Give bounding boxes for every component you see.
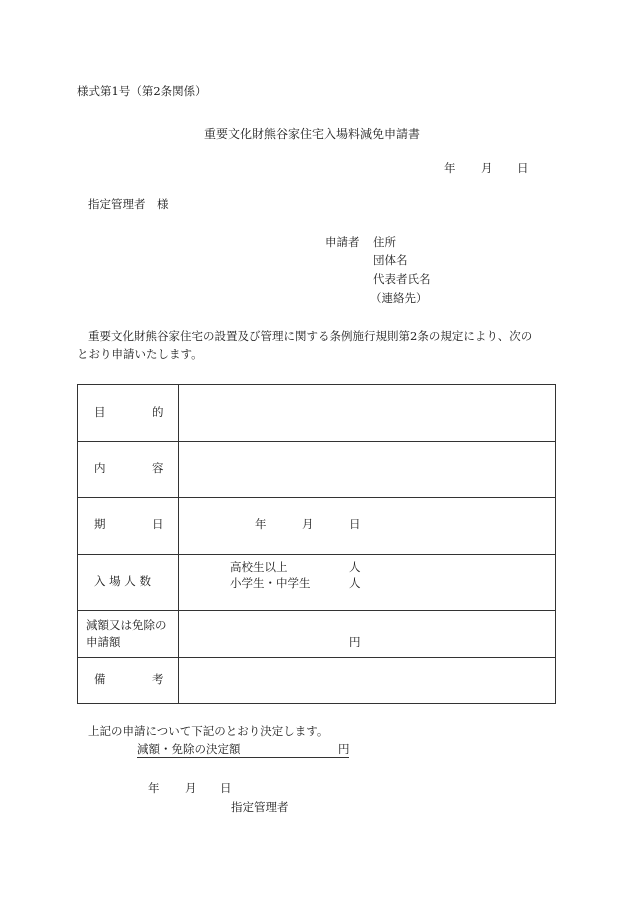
period-day: 日 <box>349 517 361 531</box>
applicant-organization: 団体名 <box>373 253 408 267</box>
remarks-label <box>78 657 179 703</box>
page-title: 重要文化財熊谷家住宅入場料減免申請書 <box>204 127 421 141</box>
period-year: 年 <box>255 517 267 531</box>
form-number: 様式第1号（第2条関係） <box>77 84 207 98</box>
purpose-char-1: 目 <box>94 405 106 419</box>
decision-manager: 指定管理者 <box>231 800 289 814</box>
content-char-2: 容 <box>152 461 164 475</box>
attendance-label: 入 場 人 数 <box>94 574 151 588</box>
content-label <box>78 441 179 497</box>
elementary-label: 小学生・中学生 <box>230 576 311 590</box>
row-period <box>78 497 555 555</box>
period-char-1: 期 <box>94 517 106 531</box>
decision-date-year: 年 <box>148 781 160 795</box>
decision-amount-label: 減額・免除の決定額 <box>137 742 241 756</box>
decision-date-day: 日 <box>220 781 232 795</box>
applicant-representative: 代表者氏名 <box>373 272 431 286</box>
row-purpose <box>78 385 555 442</box>
application-table <box>77 384 556 704</box>
date-day: 日 <box>517 161 529 175</box>
attendance-label-cell <box>78 554 179 610</box>
row-attendance <box>78 554 555 611</box>
content-char-1: 内 <box>94 461 106 475</box>
applicant-contact: （連絡先） <box>370 291 428 305</box>
high-school-label: 高校生以上 <box>230 560 288 574</box>
period-month: 月 <box>302 517 314 531</box>
applicant-address: 住所 <box>373 235 396 249</box>
period-label <box>78 497 179 554</box>
amount-label-line-2: 申請額 <box>86 635 121 649</box>
amount-label-cell <box>78 610 179 657</box>
decision-amount-underline <box>137 756 349 758</box>
remarks-char-2: 考 <box>152 672 164 686</box>
intro-line-2: とおり申請いたします。 <box>77 347 203 361</box>
purpose-char-2: 的 <box>152 405 164 419</box>
remarks-char-1: 備 <box>94 672 106 686</box>
decision-statement: 上記の申請について下記のとおり決定します。 <box>88 724 329 738</box>
decision-date-month: 月 <box>185 781 197 795</box>
row-amount <box>78 610 555 658</box>
elementary-unit: 人 <box>349 576 361 590</box>
high-school-unit: 人 <box>349 560 361 574</box>
date-month: 月 <box>481 161 493 175</box>
date-year: 年 <box>444 161 456 175</box>
period-char-2: 日 <box>152 517 164 531</box>
applicant-label: 申請者 <box>325 235 360 249</box>
addressee: 指定管理者 様 <box>88 197 169 211</box>
purpose-label <box>78 385 179 441</box>
amount-unit: 円 <box>349 635 361 649</box>
amount-label-line-1: 減額又は免除の <box>86 618 167 632</box>
decision-amount-unit: 円 <box>338 742 350 756</box>
intro-line-1: 重要文化財熊谷家住宅の設置及び管理に関する条例施行規則第2条の規定により、次の <box>88 329 533 343</box>
row-content <box>78 441 555 498</box>
row-remarks <box>78 657 555 703</box>
